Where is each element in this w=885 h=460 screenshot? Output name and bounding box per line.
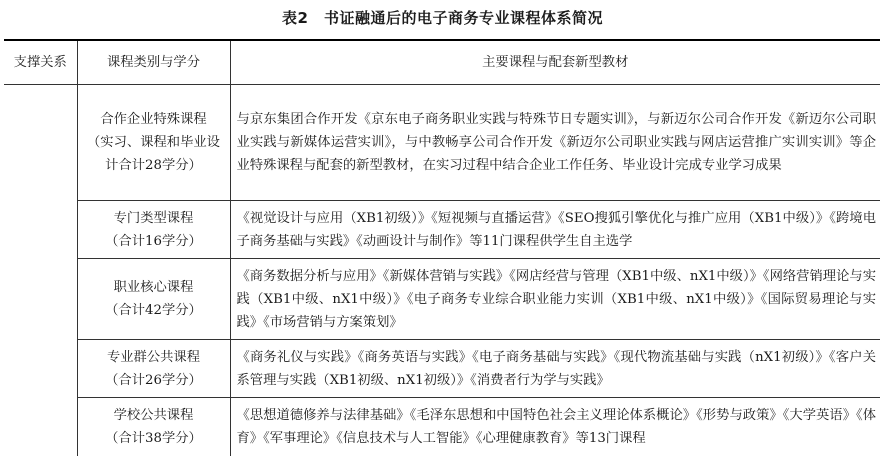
courses-cell: 《视觉设计与应用（XB1初级）》《短视频与直播运营》《SEO搜狐引擎优化与推广应用（XB1中级）》《跨境电子商务基础与实践》《动画设计与制作》等11门课程供学生自主选学 — [230, 201, 880, 259]
table-row — [4, 85, 880, 201]
support-relation-cell — [4, 85, 77, 456]
table-row — [4, 340, 880, 398]
curriculum-table — [4, 39, 880, 456]
category-line: （合计42学分） — [105, 303, 202, 318]
courses-cell: 《商务礼仪与实践》《商务英语与实践》《电子商务基础与实践》《现代物流基础与实践（nX1初级）》《客户关系管理与实践（XB1初级、nX1初级）》《消费者行为学与实践》 — [230, 340, 880, 398]
table-header-row — [4, 40, 880, 85]
category-cell — [77, 85, 230, 201]
category-line: 专门类型课程 — [113, 210, 194, 226]
header-main-courses: 主要课程与配套新型教材 — [230, 40, 880, 85]
category-line: （合计26学分） — [105, 372, 202, 388]
table-row — [4, 259, 880, 340]
category-line: 学校公共课程 — [113, 407, 194, 423]
category-line: 职业核心课程 — [113, 280, 194, 295]
table-title: 表2 书证融通后的电子商务专业课程体系简况 — [282, 9, 603, 27]
header-category-credits: 课程类别与学分 — [77, 40, 230, 85]
category-line: 合作企业特殊课程 — [100, 112, 207, 127]
category-line: （合计16学分） — [105, 233, 202, 249]
category-cell — [77, 340, 230, 398]
category-line: （合计38学分） — [105, 430, 202, 446]
category-cell — [77, 201, 230, 259]
header-support-relation: 支撑关系 — [4, 40, 77, 85]
category-line: （实习、课程和毕业设 — [87, 135, 220, 150]
table-row — [4, 398, 880, 456]
table-row — [4, 201, 880, 259]
category-cell — [77, 259, 230, 340]
courses-cell: 《思想道德修养与法律基础》《毛泽东思想和中国特色社会主义理论体系概论》《形势与政策》《大学英语》《体育》《军事理论》《信息技术与人工智能》《心理健康教育》等13门课程 — [236, 407, 876, 446]
courses-cell: 与京东集团合作开发《京东电子商务职业实践与特殊节日专题实训》，与新迈尔公司合作开发《新迈尔公司职业实践与新媒体运营实训》，与中教畅享公司合作开发《新迈尔公司职业实践与网店运营推广实训实训》等企业特殊课程与配套的新型教材，在实习过程中结合企业工作任务、毕业设计完成专业学习成果 — [230, 85, 880, 201]
category-line: 专业群公共课程 — [106, 349, 201, 365]
courses-cell: 《商务数据分析与应用》《新媒体营销与实践》《网店经营与管理（XB1中级、nX1中级）》《网络营销理论与实践（XB1中级、nX1中级）》《电子商务专业综合职业能力实训（XB1中级、nX1中级）》《国际贸易理论与实践》《市场营销与方案策划》 — [230, 259, 880, 340]
category-line: 计合计28学分） — [105, 158, 202, 173]
category-cell — [77, 398, 230, 456]
